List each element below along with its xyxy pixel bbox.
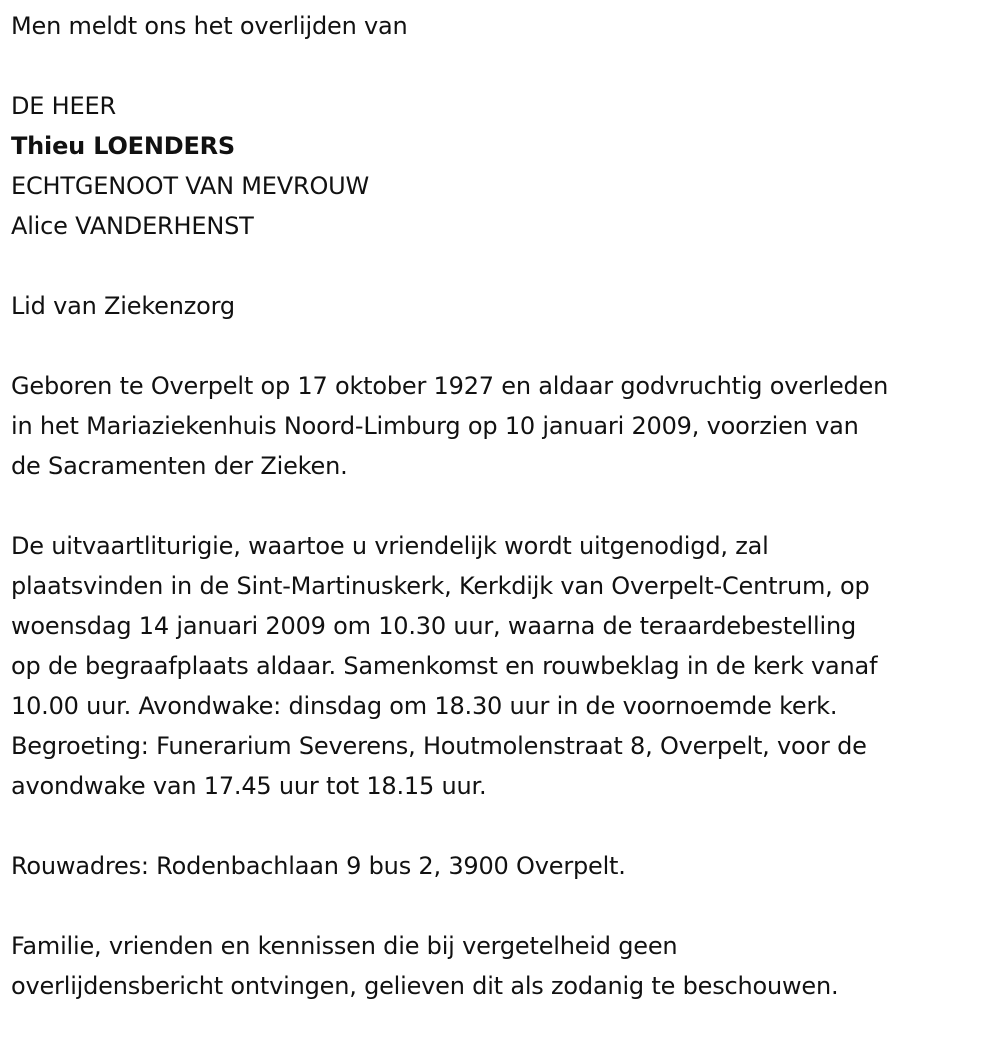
- spacer: [11, 46, 991, 86]
- spacer: [11, 486, 991, 526]
- paragraph-line: avondwake van 17.45 uur tot 18.15 uur.: [11, 772, 487, 800]
- paragraph-line: Geboren te Overpelt op 17 oktober 1927 en aldaar godvruchtig overleden: [11, 372, 889, 400]
- paragraph-line: Begroeting: Funerarium Severens, Houtmolenstraat 8, Overpelt, voor de: [11, 732, 867, 760]
- spacer: [11, 806, 991, 846]
- paragraph-line: op de begraafplaats aldaar. Samenkomst en rouwbeklag in de kerk vanaf: [11, 652, 878, 680]
- paragraph-line: Familie, vrienden en kennissen die bij vergetelheid geen: [11, 932, 678, 960]
- spouse-label: ECHTGENOOT VAN MEVROUW: [11, 172, 370, 200]
- birth-death-paragraph: [11, 366, 991, 486]
- paragraph-line: in het Mariaziekenhuis Noord-Limburg op 10 januari 2009, voorzien van: [11, 412, 859, 440]
- paragraph-line: plaatsvinden in de Sint-Martinuskerk, Kerkdijk van Overpelt-Centrum, op: [11, 572, 870, 600]
- membership-text: Lid van Ziekenzorg: [11, 292, 235, 320]
- paragraph-line: 10.00 uur. Avondwake: dinsdag om 18.30 uur in de voornoemde kerk.: [11, 692, 838, 720]
- paragraph-line: De uitvaartliturigie, waartoe u vriendelijk wordt uitgenodigd, zal: [11, 532, 769, 560]
- mourning-address: Rouwadres: Rodenbachlaan 9 bus 2, 3900 Overpelt.: [11, 852, 626, 880]
- spouse-name: Alice VANDERHENST: [11, 212, 254, 240]
- deceased-name: Thieu LOENDERS: [11, 132, 236, 160]
- spacer: [11, 326, 991, 366]
- paragraph-line: de Sacramenten der Zieken.: [11, 452, 348, 480]
- paragraph-line: overlijdensbericht ontvingen, gelieven dit als zodanig te beschouwen.: [11, 972, 839, 1000]
- intro-text: Men meldt ons het overlijden van: [11, 12, 408, 40]
- paragraph-line: woensdag 14 januari 2009 om 10.30 uur, waarna de teraardebestelling: [11, 612, 857, 640]
- funeral-paragraph: [11, 526, 991, 806]
- spacer: [11, 886, 991, 926]
- closing-paragraph: [11, 926, 991, 1006]
- deceased-title: DE HEER: [11, 92, 116, 120]
- obituary-notice: [11, 6, 991, 1006]
- spacer: [11, 246, 991, 286]
